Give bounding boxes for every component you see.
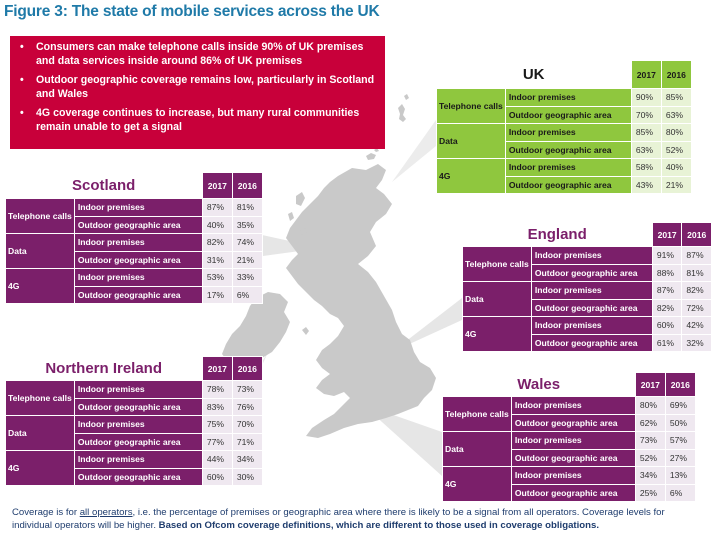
- value-2017: 61%: [652, 334, 682, 352]
- subcategory-label: Outdoor geographic area: [74, 468, 202, 486]
- category-4g: 4G: [6, 269, 75, 304]
- value-2017: 90%: [631, 89, 661, 107]
- category-telephone-calls: Telephone calls: [6, 381, 75, 416]
- value-2017: 60%: [652, 317, 682, 335]
- value-2017: 83%: [202, 398, 232, 416]
- table-title: Scotland: [6, 173, 203, 199]
- subcategory-label: Outdoor geographic area: [74, 216, 202, 234]
- subcategory-label: Indoor premises: [74, 269, 202, 287]
- footnote-text: Coverage is for: [12, 507, 80, 518]
- year-header-2016: 2016: [661, 61, 691, 89]
- key-finding-item: • Consumers can make telephone calls inside 90% of UK premises and data services inside around 86% of UK premises: [18, 40, 375, 68]
- subcategory-label: Outdoor geographic area: [74, 398, 202, 416]
- value-2016: 21%: [232, 251, 262, 269]
- value-2016: 69%: [665, 397, 695, 415]
- value-2017: 80%: [635, 397, 665, 415]
- footnote: [12, 506, 704, 532]
- value-2016: 27%: [665, 449, 695, 467]
- category-data: Data: [437, 124, 506, 159]
- subcategory-label: Outdoor geographic area: [74, 251, 202, 269]
- value-2017: 58%: [631, 159, 661, 177]
- value-2016: 72%: [682, 299, 712, 317]
- category-4g: 4G: [6, 451, 75, 486]
- value-2016: 81%: [232, 199, 262, 217]
- value-2016: 52%: [661, 141, 691, 159]
- value-2016: 50%: [665, 414, 695, 432]
- value-2017: 31%: [202, 251, 232, 269]
- footnote-text: , i.e. the percentage of premises or geographic area where there is likely to be a signal from all operators. Coverage levels for individual operators will be higher.: [12, 507, 665, 531]
- category-telephone-calls: Telephone calls: [463, 247, 532, 282]
- value-2016: 6%: [665, 484, 695, 502]
- value-2016: 80%: [661, 124, 691, 142]
- wales-coverage-table: [442, 372, 696, 502]
- subcategory-label: Outdoor geographic area: [531, 264, 652, 282]
- subcategory-label: Indoor premises: [74, 199, 202, 217]
- subcategory-label: Indoor premises: [74, 381, 202, 399]
- value-2017: 70%: [631, 106, 661, 124]
- value-2016: 40%: [661, 159, 691, 177]
- value-2016: 34%: [232, 451, 262, 469]
- value-2016: 57%: [665, 432, 695, 450]
- value-2017: 73%: [635, 432, 665, 450]
- value-2017: 87%: [652, 282, 682, 300]
- value-2016: 85%: [661, 89, 691, 107]
- table-title: Northern Ireland: [6, 357, 203, 381]
- value-2017: 44%: [202, 451, 232, 469]
- year-header-2016: 2016: [232, 173, 262, 199]
- value-2016: 6%: [232, 286, 262, 304]
- value-2017: 85%: [631, 124, 661, 142]
- value-2017: 82%: [652, 299, 682, 317]
- category-data: Data: [6, 416, 75, 451]
- value-2017: 60%: [202, 468, 232, 486]
- subcategory-label: Indoor premises: [505, 124, 631, 142]
- category-4g: 4G: [463, 317, 532, 352]
- value-2017: 52%: [635, 449, 665, 467]
- year-header-2017: 2017: [652, 223, 682, 247]
- value-2017: 53%: [202, 269, 232, 287]
- isle-of-man: [302, 327, 309, 335]
- year-header-2017: 2017: [202, 173, 232, 199]
- orkney-islands: [366, 148, 379, 160]
- value-2017: 78%: [202, 381, 232, 399]
- value-2017: 43%: [631, 176, 661, 194]
- value-2017: 87%: [202, 199, 232, 217]
- value-2016: 30%: [232, 468, 262, 486]
- value-2016: 13%: [665, 467, 695, 485]
- figure-title: Figure 3: The state of mobile services across the UK: [4, 3, 380, 20]
- year-header-2016: 2016: [665, 373, 695, 397]
- year-header-2017: 2017: [631, 61, 661, 89]
- subcategory-label: Indoor premises: [531, 282, 652, 300]
- subcategory-label: Indoor premises: [505, 159, 631, 177]
- scotland-coverage-table: [5, 172, 263, 304]
- subcategory-label: Indoor premises: [531, 317, 652, 335]
- year-header-2016: 2016: [682, 223, 712, 247]
- subcategory-label: Indoor premises: [531, 247, 652, 265]
- value-2017: 25%: [635, 484, 665, 502]
- category-4g: 4G: [443, 467, 512, 502]
- subcategory-label: Outdoor geographic area: [74, 433, 202, 451]
- value-2016: 70%: [232, 416, 262, 434]
- category-data: Data: [443, 432, 512, 467]
- category-data: Data: [6, 234, 75, 269]
- england-coverage-table: [462, 222, 712, 352]
- year-header-2017: 2017: [202, 357, 232, 381]
- value-2016: 76%: [232, 398, 262, 416]
- value-2017: 62%: [635, 414, 665, 432]
- key-finding-item: • 4G coverage continues to increase, but many rural communities remain unable to get a signal: [18, 106, 375, 134]
- subcategory-label: Outdoor geographic area: [505, 176, 631, 194]
- value-2016: 32%: [682, 334, 712, 352]
- subcategory-label: Outdoor geographic area: [531, 299, 652, 317]
- subcategory-label: Indoor premises: [511, 467, 635, 485]
- subcategory-label: Indoor premises: [74, 451, 202, 469]
- subcategory-label: Outdoor geographic area: [511, 484, 635, 502]
- table-title: Wales: [443, 373, 636, 397]
- value-2016: 42%: [682, 317, 712, 335]
- value-2017: 88%: [652, 264, 682, 282]
- table-title: England: [463, 223, 653, 247]
- great-britain-shape: [286, 164, 436, 438]
- value-2017: 77%: [202, 433, 232, 451]
- value-2017: 34%: [635, 467, 665, 485]
- subcategory-label: Outdoor geographic area: [505, 106, 631, 124]
- subcategory-label: Indoor premises: [74, 234, 202, 252]
- category-4g: 4G: [437, 159, 506, 194]
- value-2016: 81%: [682, 264, 712, 282]
- value-2017: 63%: [631, 141, 661, 159]
- value-2017: 17%: [202, 286, 232, 304]
- value-2016: 74%: [232, 234, 262, 252]
- category-telephone-calls: Telephone calls: [6, 199, 75, 234]
- footnote-underlined: all operators: [79, 507, 133, 518]
- key-finding-item: • Outdoor geographic coverage remains low, particularly in Scotland and Wales: [18, 73, 375, 101]
- category-telephone-calls: Telephone calls: [443, 397, 512, 432]
- value-2016: 63%: [661, 106, 691, 124]
- value-2016: 33%: [232, 269, 262, 287]
- subcategory-label: Outdoor geographic area: [505, 141, 631, 159]
- year-header-2016: 2016: [232, 357, 262, 381]
- subcategory-label: Indoor premises: [511, 397, 635, 415]
- subcategory-label: Indoor premises: [74, 416, 202, 434]
- value-2016: 73%: [232, 381, 262, 399]
- value-2016: 71%: [232, 433, 262, 451]
- uk-callout-wedge: [392, 120, 436, 182]
- subcategory-label: Outdoor geographic area: [531, 334, 652, 352]
- value-2017: 82%: [202, 234, 232, 252]
- subcategory-label: Outdoor geographic area: [74, 286, 202, 304]
- category-data: Data: [463, 282, 532, 317]
- value-2016: 35%: [232, 216, 262, 234]
- shetland-islands: [398, 94, 409, 122]
- table-title: UK: [437, 61, 632, 89]
- year-header-2017: 2017: [635, 373, 665, 397]
- subcategory-label: Outdoor geographic area: [511, 414, 635, 432]
- subcategory-label: Indoor premises: [505, 89, 631, 107]
- value-2017: 40%: [202, 216, 232, 234]
- value-2017: 91%: [652, 247, 682, 265]
- value-2016: 21%: [661, 176, 691, 194]
- subcategory-label: Outdoor geographic area: [511, 449, 635, 467]
- key-findings-box: [10, 36, 385, 149]
- subcategory-label: Indoor premises: [511, 432, 635, 450]
- uk-coverage-table: [436, 60, 692, 194]
- northern-ireland-coverage-table: [5, 356, 263, 486]
- value-2016: 82%: [682, 282, 712, 300]
- category-telephone-calls: Telephone calls: [437, 89, 506, 124]
- value-2017: 75%: [202, 416, 232, 434]
- value-2016: 87%: [682, 247, 712, 265]
- footnote-bold: Based on Ofcom coverage definitions, which are different to those used in coverage obligations.: [158, 520, 599, 531]
